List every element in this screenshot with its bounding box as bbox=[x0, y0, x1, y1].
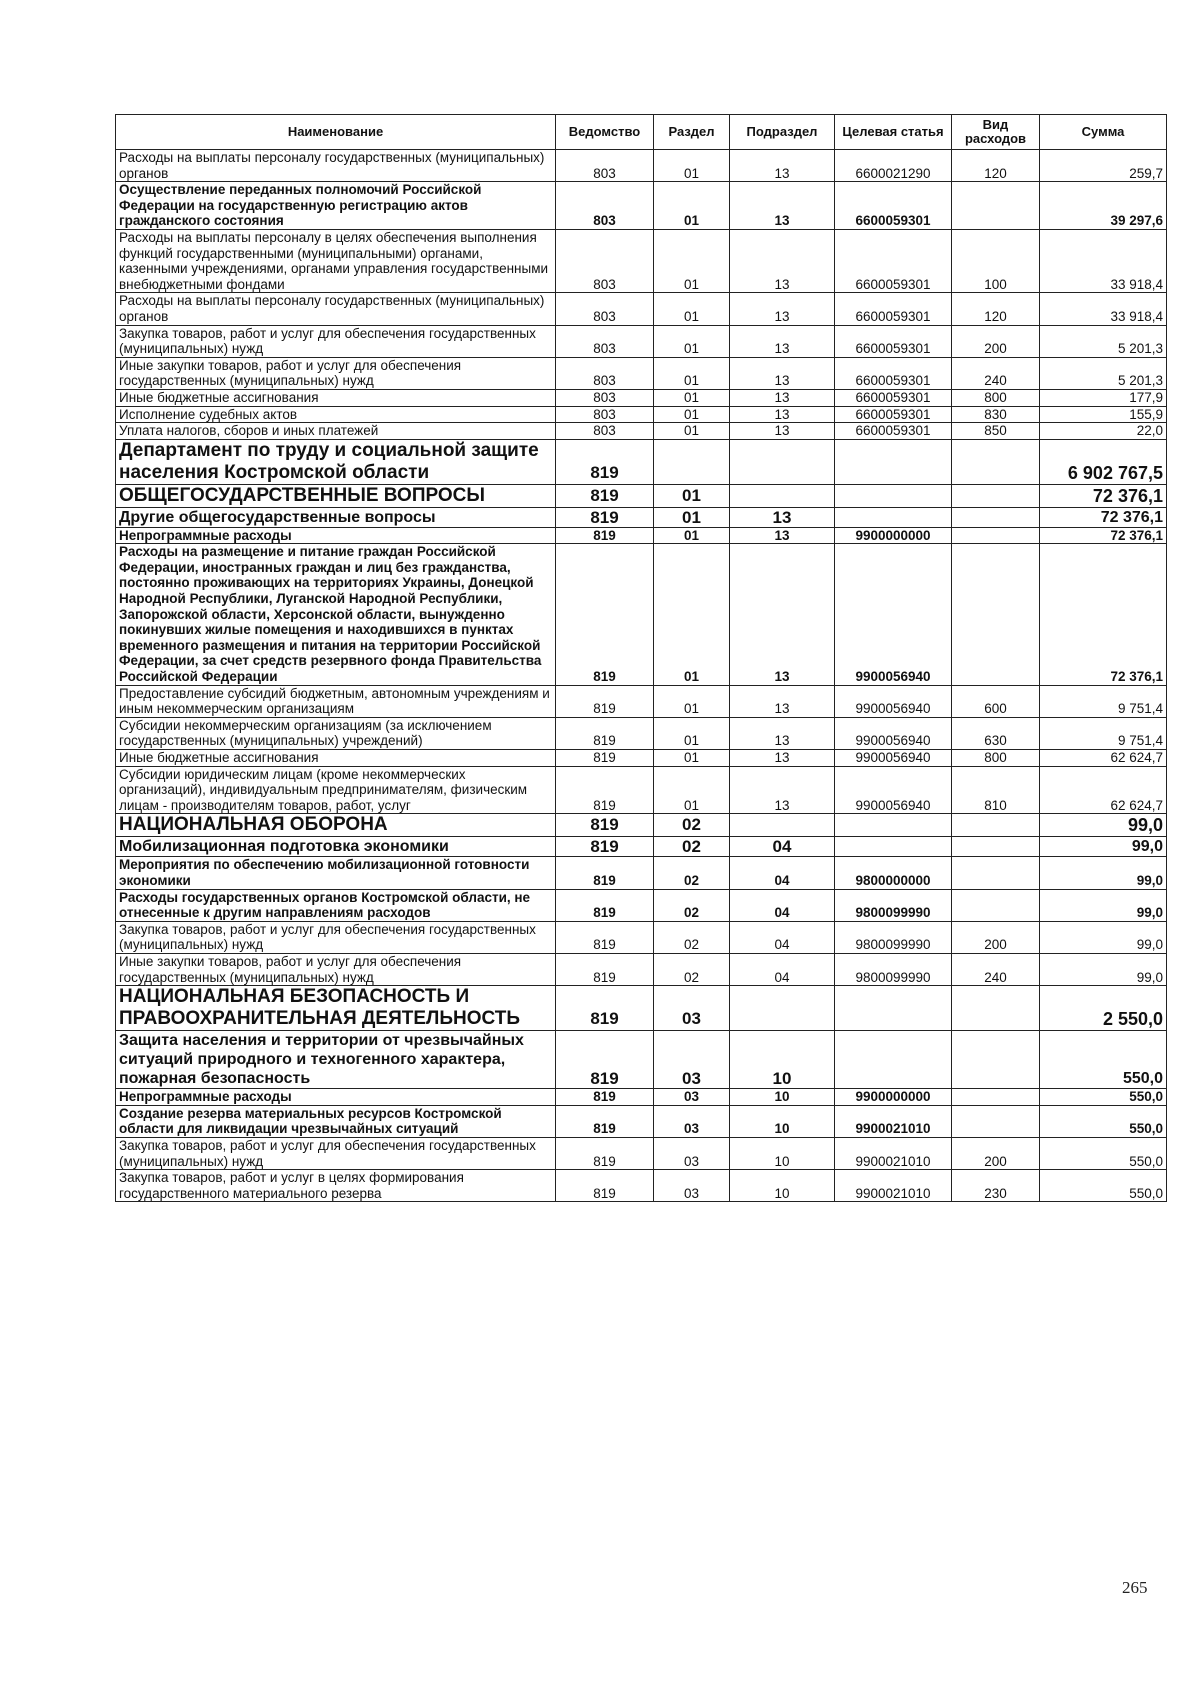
cell-vid: 850 bbox=[952, 423, 1040, 440]
cell-summa: 550,0 bbox=[1040, 1031, 1167, 1089]
cell-podrazdel: 13 bbox=[730, 527, 835, 544]
cell-celevaya bbox=[835, 507, 952, 527]
cell-podrazdel: 13 bbox=[730, 750, 835, 767]
header-vid: Вид расходов bbox=[952, 115, 1040, 150]
cell-vid bbox=[952, 527, 1040, 544]
header-razdel: Раздел bbox=[654, 115, 730, 150]
cell-celevaya: 9800099990 bbox=[835, 953, 952, 985]
cell-ved: 803 bbox=[556, 182, 654, 230]
table-row bbox=[116, 357, 1167, 389]
cell-razdel: 03 bbox=[654, 1031, 730, 1089]
cell-vid: 200 bbox=[952, 1137, 1040, 1169]
cell-ved: 819 bbox=[556, 527, 654, 544]
cell-ved: 819 bbox=[556, 921, 654, 953]
cell-razdel: 01 bbox=[654, 507, 730, 527]
cell-ved: 803 bbox=[556, 150, 654, 182]
table-row bbox=[116, 1105, 1167, 1137]
cell-summa: 62 624,7 bbox=[1040, 750, 1167, 767]
cell-summa: 550,0 bbox=[1040, 1105, 1167, 1137]
cell-celevaya: 6600059301 bbox=[835, 182, 952, 230]
cell-name: ОБЩЕГОСУДАРСТВЕННЫЕ ВОПРОСЫ bbox=[116, 484, 556, 507]
cell-vid bbox=[952, 857, 1040, 889]
cell-summa: 99,0 bbox=[1040, 814, 1167, 837]
cell-podrazdel bbox=[730, 814, 835, 837]
cell-razdel: 02 bbox=[654, 921, 730, 953]
cell-ved: 819 bbox=[556, 889, 654, 921]
cell-celevaya: 9800000000 bbox=[835, 857, 952, 889]
cell-summa: 99,0 bbox=[1040, 889, 1167, 921]
header-name: Наименование bbox=[116, 115, 556, 150]
cell-razdel: 01 bbox=[654, 685, 730, 717]
cell-celevaya: 9900021010 bbox=[835, 1137, 952, 1169]
cell-name: Департамент по труду и социальной защите населения Костромской области bbox=[116, 439, 556, 484]
cell-summa: 39 297,6 bbox=[1040, 182, 1167, 230]
cell-podrazdel: 10 bbox=[730, 1031, 835, 1089]
cell-celevaya bbox=[835, 484, 952, 507]
table-row bbox=[116, 717, 1167, 749]
cell-vid: 240 bbox=[952, 953, 1040, 985]
cell-celevaya: 6600059301 bbox=[835, 325, 952, 357]
cell-ved: 819 bbox=[556, 1105, 654, 1137]
cell-summa: 177,9 bbox=[1040, 389, 1167, 406]
cell-razdel: 01 bbox=[654, 423, 730, 440]
table-row bbox=[116, 685, 1167, 717]
table-row bbox=[116, 507, 1167, 527]
cell-ved: 819 bbox=[556, 953, 654, 985]
cell-podrazdel: 13 bbox=[730, 325, 835, 357]
table-row bbox=[116, 889, 1167, 921]
cell-razdel: 01 bbox=[654, 406, 730, 423]
cell-name: Закупка товаров, работ и услуг в целях формирования государственного материального резерва bbox=[116, 1170, 556, 1202]
table-body bbox=[116, 150, 1167, 1202]
cell-podrazdel: 13 bbox=[730, 389, 835, 406]
cell-razdel: 02 bbox=[654, 814, 730, 837]
cell-celevaya: 9900021010 bbox=[835, 1105, 952, 1137]
header-podrazdel: Подраздел bbox=[730, 115, 835, 150]
table-row bbox=[116, 921, 1167, 953]
cell-celevaya: 6600059301 bbox=[835, 406, 952, 423]
cell-podrazdel: 10 bbox=[730, 1105, 835, 1137]
cell-summa: 550,0 bbox=[1040, 1170, 1167, 1202]
cell-summa: 99,0 bbox=[1040, 857, 1167, 889]
cell-summa: 22,0 bbox=[1040, 423, 1167, 440]
cell-name: Непрограммные расходы bbox=[116, 1089, 556, 1106]
cell-name: Мероприятия по обеспечению мобилизационной готовности экономики bbox=[116, 857, 556, 889]
cell-summa: 33 918,4 bbox=[1040, 229, 1167, 292]
cell-razdel: 02 bbox=[654, 953, 730, 985]
cell-razdel: 01 bbox=[654, 484, 730, 507]
cell-celevaya: 9900056940 bbox=[835, 750, 952, 767]
cell-ved: 819 bbox=[556, 439, 654, 484]
cell-summa: 72 376,1 bbox=[1040, 484, 1167, 507]
cell-name: Иные бюджетные ассигнования bbox=[116, 389, 556, 406]
cell-name: Субсидии некоммерческим организациям (за исключением государственных (муниципальных) учреждений) bbox=[116, 717, 556, 749]
cell-name: Расходы на выплаты персоналу государственных (муниципальных) органов bbox=[116, 150, 556, 182]
cell-name: Иные закупки товаров, работ и услуг для обеспечения государственных (муниципальных) нужд bbox=[116, 953, 556, 985]
cell-name: НАЦИОНАЛЬНАЯ БЕЗОПАСНОСТЬ И ПРАВООХРАНИТЕЛЬНАЯ ДЕЯТЕЛЬНОСТЬ bbox=[116, 986, 556, 1031]
cell-summa: 550,0 bbox=[1040, 1137, 1167, 1169]
cell-celevaya: 6600059301 bbox=[835, 293, 952, 325]
cell-vid bbox=[952, 814, 1040, 837]
cell-summa: 99,0 bbox=[1040, 953, 1167, 985]
cell-celevaya: 9900056940 bbox=[835, 685, 952, 717]
cell-vid bbox=[952, 544, 1040, 685]
cell-name: Иные закупки товаров, работ и услуг для обеспечения государственных (муниципальных) нужд bbox=[116, 357, 556, 389]
cell-razdel: 03 bbox=[654, 986, 730, 1031]
cell-vid: 100 bbox=[952, 229, 1040, 292]
cell-celevaya: 9900056940 bbox=[835, 717, 952, 749]
cell-celevaya: 9900000000 bbox=[835, 1089, 952, 1106]
cell-name: Расходы государственных органов Костромской области, не отнесенные к другим направлениям расходов bbox=[116, 889, 556, 921]
cell-name: Закупка товаров, работ и услуг для обеспечения государственных (муниципальных) нужд bbox=[116, 325, 556, 357]
cell-podrazdel: 13 bbox=[730, 229, 835, 292]
table-row bbox=[116, 439, 1167, 484]
cell-razdel: 01 bbox=[654, 544, 730, 685]
cell-vid bbox=[952, 182, 1040, 230]
cell-name: Предоставление субсидий бюджетным, автономным учреждениям и иным некоммерческим организациям bbox=[116, 685, 556, 717]
cell-celevaya bbox=[835, 439, 952, 484]
table-row bbox=[116, 1170, 1167, 1202]
cell-vid bbox=[952, 986, 1040, 1031]
cell-vid: 200 bbox=[952, 921, 1040, 953]
table-row bbox=[116, 544, 1167, 685]
header-summa: Сумма bbox=[1040, 115, 1167, 150]
budget-table-page bbox=[115, 114, 1166, 1202]
table-row bbox=[116, 766, 1167, 814]
cell-ved: 803 bbox=[556, 423, 654, 440]
cell-vid: 200 bbox=[952, 325, 1040, 357]
cell-ved: 819 bbox=[556, 1031, 654, 1089]
cell-ved: 819 bbox=[556, 717, 654, 749]
cell-podrazdel: 13 bbox=[730, 357, 835, 389]
cell-podrazdel bbox=[730, 484, 835, 507]
cell-podrazdel bbox=[730, 439, 835, 484]
cell-summa: 9 751,4 bbox=[1040, 685, 1167, 717]
cell-celevaya: 9900056940 bbox=[835, 766, 952, 814]
cell-razdel: 02 bbox=[654, 837, 730, 857]
cell-summa: 6 902 767,5 bbox=[1040, 439, 1167, 484]
cell-razdel: 01 bbox=[654, 229, 730, 292]
table-row bbox=[116, 1031, 1167, 1089]
cell-name: Исполнение судебных актов bbox=[116, 406, 556, 423]
cell-vid: 630 bbox=[952, 717, 1040, 749]
cell-summa: 2 550,0 bbox=[1040, 986, 1167, 1031]
cell-vid: 120 bbox=[952, 293, 1040, 325]
table-row bbox=[116, 1089, 1167, 1106]
cell-summa: 550,0 bbox=[1040, 1089, 1167, 1106]
table-row bbox=[116, 484, 1167, 507]
cell-name: Расходы на выплаты персоналу в целях обеспечения выполнения функций государственными (муниципальными) органами, казенными учреждениями, органами управления государственными внебюджетными фондами bbox=[116, 229, 556, 292]
cell-ved: 803 bbox=[556, 406, 654, 423]
cell-summa: 62 624,7 bbox=[1040, 766, 1167, 814]
cell-ved: 803 bbox=[556, 293, 654, 325]
cell-celevaya bbox=[835, 986, 952, 1031]
cell-razdel: 01 bbox=[654, 389, 730, 406]
cell-summa: 5 201,3 bbox=[1040, 357, 1167, 389]
cell-ved: 819 bbox=[556, 507, 654, 527]
cell-celevaya: 9800099990 bbox=[835, 921, 952, 953]
cell-podrazdel: 10 bbox=[730, 1170, 835, 1202]
cell-vid: 800 bbox=[952, 750, 1040, 767]
cell-podrazdel bbox=[730, 986, 835, 1031]
cell-razdel: 02 bbox=[654, 857, 730, 889]
cell-razdel: 01 bbox=[654, 766, 730, 814]
cell-ved: 819 bbox=[556, 750, 654, 767]
cell-razdel: 03 bbox=[654, 1105, 730, 1137]
cell-podrazdel: 13 bbox=[730, 544, 835, 685]
cell-vid bbox=[952, 439, 1040, 484]
cell-ved: 803 bbox=[556, 389, 654, 406]
cell-summa: 72 376,1 bbox=[1040, 507, 1167, 527]
cell-name: Защита населения и территории от чрезвычайных ситуаций природного и техногенного характера, пожарная безопасность bbox=[116, 1031, 556, 1089]
cell-podrazdel: 13 bbox=[730, 182, 835, 230]
cell-name: Расходы на размещение и питание граждан Российской Федерации, иностранных граждан и лиц без гражданства, постоянно проживающих на территориях Украины, Донецкой Народной Республики, Луганской Народной Республики, Запорожской области, Херсонской области, вынужденно покинувших жилые помещения и находившихся в пунктах временного размещения и питания на территории Российской Федерации, за счет средств резервного фонда Правительства Российской Федерации bbox=[116, 544, 556, 685]
cell-podrazdel: 13 bbox=[730, 507, 835, 527]
cell-podrazdel: 10 bbox=[730, 1089, 835, 1106]
cell-celevaya: 9900056940 bbox=[835, 544, 952, 685]
cell-ved: 803 bbox=[556, 325, 654, 357]
table-row bbox=[116, 986, 1167, 1031]
cell-vid: 810 bbox=[952, 766, 1040, 814]
cell-ved: 819 bbox=[556, 1170, 654, 1202]
cell-vid: 600 bbox=[952, 685, 1040, 717]
cell-vid bbox=[952, 889, 1040, 921]
cell-celevaya: 6600059301 bbox=[835, 423, 952, 440]
cell-razdel: 01 bbox=[654, 527, 730, 544]
table-row bbox=[116, 150, 1167, 182]
cell-name: Другие общегосударственные вопросы bbox=[116, 507, 556, 527]
cell-vid: 830 bbox=[952, 406, 1040, 423]
cell-podrazdel: 10 bbox=[730, 1137, 835, 1169]
cell-podrazdel: 13 bbox=[730, 717, 835, 749]
cell-razdel: 01 bbox=[654, 293, 730, 325]
table-row bbox=[116, 953, 1167, 985]
cell-razdel bbox=[654, 439, 730, 484]
cell-vid bbox=[952, 1089, 1040, 1106]
cell-celevaya: 6600059301 bbox=[835, 229, 952, 292]
cell-celevaya: 6600059301 bbox=[835, 389, 952, 406]
cell-celevaya bbox=[835, 1031, 952, 1089]
cell-summa: 259,7 bbox=[1040, 150, 1167, 182]
cell-podrazdel: 04 bbox=[730, 837, 835, 857]
cell-summa: 33 918,4 bbox=[1040, 293, 1167, 325]
cell-celevaya: 9900000000 bbox=[835, 527, 952, 544]
table-header-row bbox=[116, 115, 1167, 150]
cell-summa: 72 376,1 bbox=[1040, 527, 1167, 544]
table-row bbox=[116, 423, 1167, 440]
cell-razdel: 03 bbox=[654, 1170, 730, 1202]
cell-razdel: 01 bbox=[654, 357, 730, 389]
cell-razdel: 01 bbox=[654, 750, 730, 767]
cell-summa: 99,0 bbox=[1040, 921, 1167, 953]
table-row bbox=[116, 325, 1167, 357]
cell-ved: 819 bbox=[556, 1137, 654, 1169]
table-row bbox=[116, 814, 1167, 837]
cell-razdel: 03 bbox=[654, 1137, 730, 1169]
cell-podrazdel: 04 bbox=[730, 889, 835, 921]
cell-celevaya: 9800099990 bbox=[835, 889, 952, 921]
cell-ved: 819 bbox=[556, 766, 654, 814]
table-row bbox=[116, 389, 1167, 406]
cell-razdel: 01 bbox=[654, 325, 730, 357]
cell-name: Субсидии юридическим лицам (кроме некоммерческих организаций), индивидуальным предпринимателям, физическим лицам - производителям товаров, работ, услуг bbox=[116, 766, 556, 814]
cell-celevaya bbox=[835, 837, 952, 857]
cell-ved: 819 bbox=[556, 837, 654, 857]
table-row bbox=[116, 527, 1167, 544]
cell-name: Непрограммные расходы bbox=[116, 527, 556, 544]
table-row bbox=[116, 293, 1167, 325]
cell-podrazdel: 04 bbox=[730, 921, 835, 953]
cell-podrazdel: 13 bbox=[730, 406, 835, 423]
cell-summa: 99,0 bbox=[1040, 837, 1167, 857]
cell-podrazdel: 13 bbox=[730, 766, 835, 814]
header-celevaya: Целевая статья bbox=[835, 115, 952, 150]
cell-vid bbox=[952, 1031, 1040, 1089]
cell-razdel: 01 bbox=[654, 182, 730, 230]
cell-ved: 819 bbox=[556, 484, 654, 507]
table-row bbox=[116, 750, 1167, 767]
header-ved: Ведомство bbox=[556, 115, 654, 150]
cell-name: Создание резерва материальных ресурсов Костромской области для ликвидации чрезвычайных ситуаций bbox=[116, 1105, 556, 1137]
table-row bbox=[116, 837, 1167, 857]
cell-podrazdel: 04 bbox=[730, 953, 835, 985]
page-number: 265 bbox=[1122, 1578, 1148, 1597]
cell-celevaya: 6600021290 bbox=[835, 150, 952, 182]
cell-ved: 819 bbox=[556, 1089, 654, 1106]
cell-vid bbox=[952, 1105, 1040, 1137]
cell-ved: 819 bbox=[556, 986, 654, 1031]
cell-vid: 800 bbox=[952, 389, 1040, 406]
cell-summa: 155,9 bbox=[1040, 406, 1167, 423]
cell-name: Закупка товаров, работ и услуг для обеспечения государственных (муниципальных) нужд bbox=[116, 1137, 556, 1169]
cell-vid bbox=[952, 837, 1040, 857]
cell-razdel: 01 bbox=[654, 150, 730, 182]
cell-celevaya bbox=[835, 814, 952, 837]
cell-summa: 5 201,3 bbox=[1040, 325, 1167, 357]
cell-razdel: 02 bbox=[654, 889, 730, 921]
cell-ved: 819 bbox=[556, 685, 654, 717]
cell-name: Мобилизационная подготовка экономики bbox=[116, 837, 556, 857]
cell-vid bbox=[952, 484, 1040, 507]
cell-name: Расходы на выплаты персоналу государственных (муниципальных) органов bbox=[116, 293, 556, 325]
cell-ved: 803 bbox=[556, 357, 654, 389]
cell-ved: 803 bbox=[556, 229, 654, 292]
cell-ved: 819 bbox=[556, 544, 654, 685]
cell-vid: 240 bbox=[952, 357, 1040, 389]
cell-name: НАЦИОНАЛЬНАЯ ОБОРОНА bbox=[116, 814, 556, 837]
cell-razdel: 03 bbox=[654, 1089, 730, 1106]
table-row bbox=[116, 229, 1167, 292]
cell-vid: 230 bbox=[952, 1170, 1040, 1202]
cell-summa: 72 376,1 bbox=[1040, 544, 1167, 685]
cell-podrazdel: 13 bbox=[730, 685, 835, 717]
cell-podrazdel: 13 bbox=[730, 150, 835, 182]
cell-ved: 819 bbox=[556, 814, 654, 837]
table-row bbox=[116, 182, 1167, 230]
table-row bbox=[116, 857, 1167, 889]
cell-celevaya: 9900021010 bbox=[835, 1170, 952, 1202]
budget-table bbox=[115, 114, 1167, 1202]
cell-razdel: 01 bbox=[654, 717, 730, 749]
cell-celevaya: 6600059301 bbox=[835, 357, 952, 389]
cell-vid bbox=[952, 507, 1040, 527]
table-row bbox=[116, 1137, 1167, 1169]
cell-name: Осуществление переданных полномочий Российской Федерации на государственную регистрацию актов гражданского состояния bbox=[116, 182, 556, 230]
cell-podrazdel: 13 bbox=[730, 423, 835, 440]
cell-name: Уплата налогов, сборов и иных платежей bbox=[116, 423, 556, 440]
cell-podrazdel: 04 bbox=[730, 857, 835, 889]
cell-summa: 9 751,4 bbox=[1040, 717, 1167, 749]
cell-ved: 819 bbox=[556, 857, 654, 889]
cell-name: Иные бюджетные ассигнования bbox=[116, 750, 556, 767]
table-row bbox=[116, 406, 1167, 423]
cell-name: Закупка товаров, работ и услуг для обеспечения государственных (муниципальных) нужд bbox=[116, 921, 556, 953]
cell-vid: 120 bbox=[952, 150, 1040, 182]
cell-podrazdel: 13 bbox=[730, 293, 835, 325]
